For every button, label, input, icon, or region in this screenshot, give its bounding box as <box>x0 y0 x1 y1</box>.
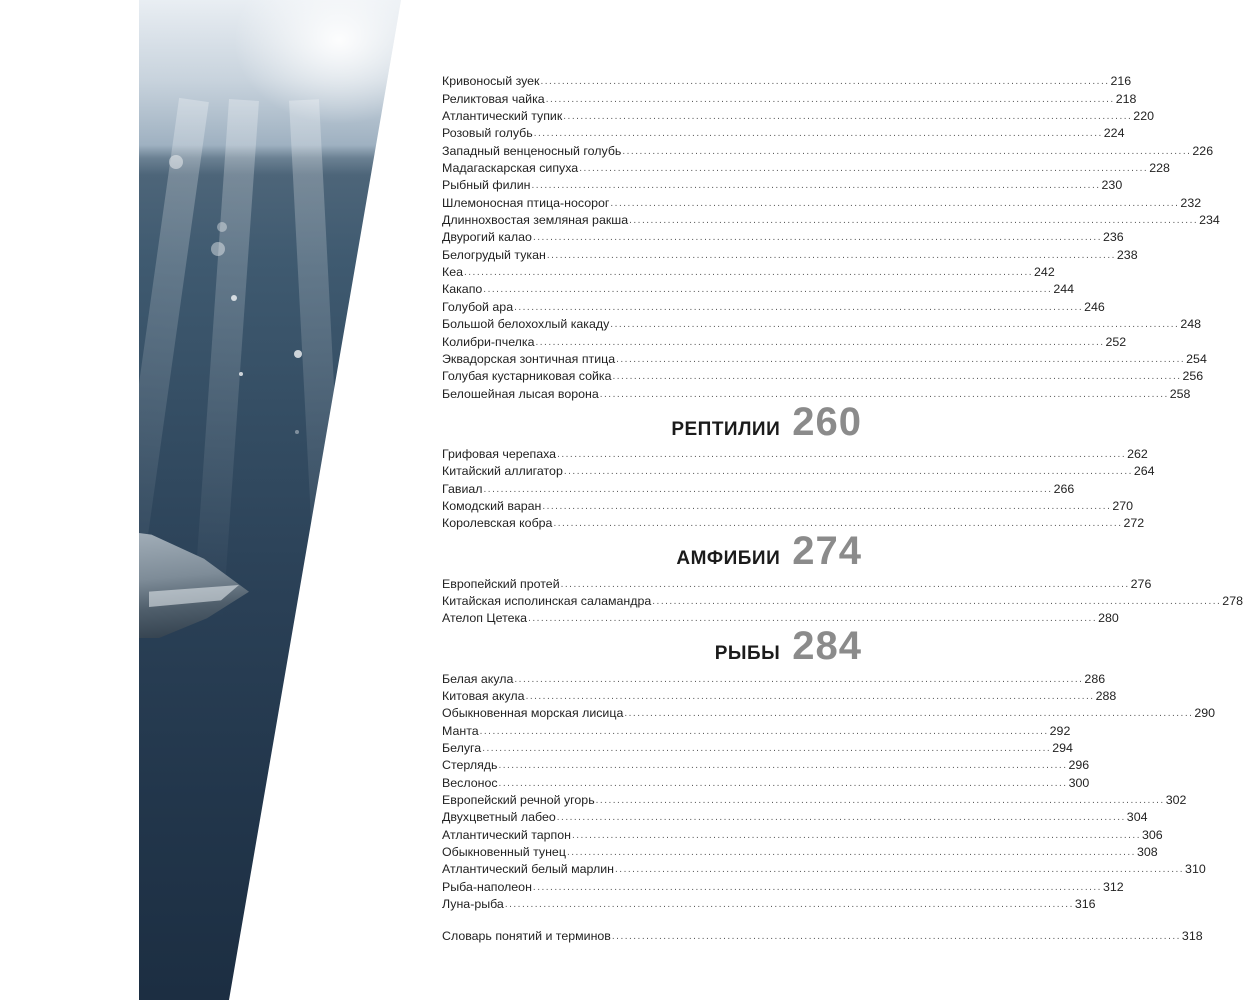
light-bubble <box>211 242 225 256</box>
toc-entry-title: Какапо <box>442 282 483 297</box>
toc-entry-title: Голубая кустарниковая сойка <box>442 369 612 384</box>
dot-leader: ..................................................................................................................................... <box>624 708 1194 720</box>
toc-entry-title: Белая акула <box>442 671 514 686</box>
toc-entry-page-number: 318 <box>1181 929 1203 944</box>
dot-leader: ..................................................................................................................................... <box>504 899 1074 911</box>
dot-leader: ..................................................................................................................................... <box>612 371 1182 383</box>
section-name: РЫБЫ <box>714 643 781 665</box>
toc-entry <box>442 384 1191 401</box>
dot-leader: ..................................................................................................................................... <box>599 388 1169 400</box>
section-page-number: 274 <box>792 529 862 574</box>
toc-entry-title: Белуга <box>442 741 482 755</box>
toc-entry-page-number: 224 <box>1103 126 1125 141</box>
shark-head <box>139 528 249 638</box>
toc-entry-page-number: 278 <box>1222 593 1243 608</box>
toc-entry <box>442 367 1204 384</box>
dot-leader: ..................................................................................................................................... <box>531 180 1101 192</box>
dot-leader: ..................................................................................................................................... <box>540 76 1110 88</box>
toc-entry-page-number: 300 <box>1068 775 1090 790</box>
dot-leader: ..................................................................................................................................... <box>528 613 1098 625</box>
toc-entry-page-number: 228 <box>1149 161 1170 176</box>
toc-entry <box>442 791 1187 808</box>
toc-entry-page-number: 236 <box>1102 230 1124 245</box>
toc-entry <box>442 756 1090 773</box>
dot-leader: ..................................................................................................................................... <box>557 448 1127 460</box>
toc-entry-page-number: 242 <box>1034 265 1055 280</box>
toc-entry <box>442 315 1202 332</box>
dot-leader: ..................................................................................................................................... <box>514 301 1084 313</box>
dot-leader: ..................................................................................................................................... <box>611 931 1181 943</box>
toc-entry-title: Кеа <box>442 265 463 280</box>
dot-leader: ..................................................................................................................................... <box>532 232 1102 244</box>
toc-entry <box>442 124 1125 141</box>
toc-entry-title: Словарь понятий и терминов <box>442 929 611 944</box>
toc-entry-page-number: 316 <box>1074 897 1096 912</box>
toc-entry <box>442 927 1203 944</box>
toc-entry <box>442 687 1117 704</box>
toc-entry-title: Королевская кобра <box>442 516 553 531</box>
section-name: РЕПТИЛИИ <box>671 418 781 440</box>
toc-entry-title: Луна-рыба <box>442 897 504 912</box>
dot-leader: ..................................................................................................................................... <box>595 795 1165 807</box>
toc-entry-page-number: 234 <box>1199 213 1220 228</box>
dot-leader: ..................................................................................................................................... <box>610 197 1180 209</box>
toc-entry-page-number: 276 <box>1130 576 1152 591</box>
spacer <box>442 912 862 927</box>
toc-entry-title: Рыба-наполеон <box>442 879 532 894</box>
toc-entry-title: Веслонос <box>442 775 498 790</box>
toc-entry <box>442 332 1127 349</box>
section-heading <box>442 626 862 669</box>
toc-entry <box>442 159 1170 176</box>
toc-entry-page-number: 248 <box>1180 317 1202 332</box>
dot-leader: ..................................................................................................................................... <box>563 466 1133 478</box>
toc-entry <box>442 574 1152 591</box>
toc-entry-page-number: 308 <box>1136 845 1158 860</box>
toc-entry-page-number: 264 <box>1133 464 1155 479</box>
dot-leader: ..................................................................................................................................... <box>498 760 1068 772</box>
toc-entry-title: Гавиал <box>442 481 483 496</box>
toc-entry-title: Китайская исполинская саламандра <box>442 593 652 608</box>
toc-entry-page-number: 292 <box>1049 723 1071 738</box>
toc-entry <box>442 704 1216 721</box>
toc-entry <box>442 877 1124 894</box>
dot-leader: ..................................................................................................................................... <box>482 743 1052 754</box>
toc-entry <box>442 808 1148 825</box>
toc-entry-title: Обыкновенная морская лисица <box>442 706 624 721</box>
light-bubble <box>217 222 227 232</box>
dot-leader: ..................................................................................................................................... <box>464 267 1034 279</box>
toc-entry-title: Двухцветный лабео <box>442 810 556 825</box>
toc-entry-page-number: 272 <box>1123 516 1145 531</box>
dot-leader: ..................................................................................................................................... <box>616 353 1186 365</box>
toc-entry <box>442 228 1124 245</box>
toc-entry-title: Мадагаскарская сипуха <box>442 161 579 176</box>
toc-entry <box>442 211 1220 228</box>
toc-entry-page-number: 290 <box>1194 706 1216 721</box>
toc-entry-page-number: 288 <box>1095 688 1117 703</box>
underwater-shark-photo <box>139 0 401 1000</box>
toc-entry-title: Рыбный филин <box>442 178 531 193</box>
toc-entry <box>442 445 1148 462</box>
toc-entry-page-number: 226 <box>1192 143 1214 158</box>
dot-leader: ..................................................................................................................................... <box>535 336 1105 348</box>
toc-entry-title: Длиннохвостая земляная ракша <box>442 213 629 228</box>
toc-entry-page-number: 312 <box>1102 879 1124 894</box>
dot-leader: ..................................................................................................................................... <box>498 777 1068 789</box>
toc-entry-title: Белошейная лысая ворона <box>442 386 599 401</box>
toc-entry-title: Комодский варан <box>442 498 542 513</box>
dot-leader: ..................................................................................................................................... <box>542 500 1112 512</box>
dot-leader: ..................................................................................................................................... <box>553 518 1123 530</box>
toc-entry <box>442 176 1123 193</box>
toc-entry-title: Манта <box>442 723 479 738</box>
light-bubble <box>294 350 302 358</box>
dot-leader: ..................................................................................................................................... <box>622 145 1192 157</box>
toc-entry <box>442 669 1106 686</box>
toc-entry-page-number: 294 <box>1052 741 1073 755</box>
toc-entry-page-number: 216 <box>1110 74 1132 89</box>
toc-entry <box>442 462 1155 479</box>
dot-leader: ..................................................................................................................................... <box>532 881 1102 893</box>
toc-entry <box>442 825 1163 842</box>
dot-leader: ..................................................................................................................................... <box>652 595 1222 607</box>
toc-entry-title: Кривоносый зуек <box>442 74 540 89</box>
toc-entry-page-number: 296 <box>1068 758 1090 773</box>
light-bubble <box>239 372 243 376</box>
toc-entry-page-number: 302 <box>1165 793 1187 808</box>
light-ray <box>193 99 259 620</box>
toc-entry-title: Атлантический тупик <box>442 109 563 124</box>
toc-entry <box>442 497 1134 514</box>
dot-leader: ..................................................................................................................................... <box>479 725 1049 737</box>
toc-entry-title: Западный венценосный голубь <box>442 143 622 158</box>
dot-leader: ..................................................................................................................................... <box>533 128 1103 140</box>
dot-leader: ..................................................................................................................................... <box>546 249 1116 261</box>
dot-leader: ..................................................................................................................................... <box>579 163 1149 175</box>
toc-entry <box>442 297 1105 314</box>
toc-entry-page-number: 286 <box>1084 671 1106 686</box>
toc-entry-title: Эквадорская зонтичная птица <box>442 351 616 366</box>
section-page-number: 260 <box>792 399 862 444</box>
light-bubble <box>231 295 237 301</box>
dot-leader: ..................................................................................................................................... <box>556 812 1126 824</box>
toc-entry <box>442 773 1090 790</box>
section-page-number: 284 <box>792 624 862 669</box>
light-bubble <box>169 155 183 169</box>
toc-entry <box>442 895 1096 912</box>
toc-entry-title: Белогрудый тукан <box>442 247 546 262</box>
toc-entry-title: Обыкновенный тунец <box>442 845 566 860</box>
toc-entry-page-number: 232 <box>1180 195 1202 210</box>
toc-entry-page-number: 238 <box>1116 247 1138 262</box>
toc-entry-page-number: 262 <box>1127 446 1148 461</box>
toc-entry <box>442 72 1132 89</box>
section-heading <box>442 531 862 574</box>
toc-entry-page-number: 270 <box>1112 498 1134 513</box>
dot-leader: ..................................................................................................................................... <box>525 690 1095 702</box>
toc-entry-page-number: 246 <box>1084 299 1105 314</box>
toc-entry-page-number: 254 <box>1186 351 1207 366</box>
toc-entry-title: Европейский протей <box>442 576 560 591</box>
toc-entry <box>442 843 1158 860</box>
toc-entry-title: Большой белохохлый какаду <box>442 317 610 332</box>
toc-entry-title: Грифовая черепаха <box>442 446 557 461</box>
toc-entry-title: Атлантический белый марлин <box>442 862 615 877</box>
toc-entry-page-number: 256 <box>1182 369 1204 384</box>
dot-leader: ..................................................................................................................................... <box>514 673 1084 685</box>
toc-entry-page-number: 306 <box>1142 827 1163 842</box>
toc-entry-page-number: 280 <box>1098 611 1119 626</box>
dot-leader: ..................................................................................................................................... <box>566 847 1136 859</box>
toc-entry-page-number: 304 <box>1126 810 1148 825</box>
toc-entry-title: Атлантический тарпон <box>442 827 571 842</box>
toc-entry-title: Голубой ара <box>442 299 514 314</box>
toc-entry <box>442 721 1071 738</box>
toc-entry-page-number: 252 <box>1105 334 1127 349</box>
dot-leader: ..................................................................................................................................... <box>615 864 1185 876</box>
toc-entry-title: Европейский речной угорь <box>442 793 595 808</box>
toc-entry-title: Розовый голубь <box>442 126 533 141</box>
toc-entry <box>442 592 1243 609</box>
toc-entry <box>442 479 1075 496</box>
toc-entry <box>442 280 1075 297</box>
section-name: АМФИБИИ <box>676 548 781 570</box>
dot-leader: ..................................................................................................................................... <box>483 284 1053 296</box>
dot-leader: ..................................................................................................................................... <box>571 829 1141 841</box>
light-ray <box>289 99 346 620</box>
toc-entry-title: Китайский аллигатор <box>442 464 563 479</box>
toc-entry-title: Китовая акула <box>442 688 525 703</box>
dot-leader: ..................................................................................................................................... <box>483 483 1053 495</box>
toc-entry-page-number: 266 <box>1053 481 1075 496</box>
toc-entry-title: Ателоп Цетека <box>442 611 528 626</box>
toc-entry <box>442 860 1206 877</box>
toc-entry-page-number: 310 <box>1185 862 1206 877</box>
dot-leader: ..................................................................................................................................... <box>629 215 1199 227</box>
toc-entry-title: Реликтовая чайка <box>442 91 545 106</box>
toc-entry <box>442 245 1138 262</box>
toc-entry <box>442 107 1154 124</box>
dot-leader: ..................................................................................................................................... <box>563 111 1133 123</box>
light-bubble <box>295 430 299 434</box>
dot-leader: ..................................................................................................................................... <box>545 93 1115 105</box>
toc-entry <box>442 141 1214 158</box>
dot-leader: ..................................................................................................................................... <box>610 319 1180 331</box>
toc-entry-page-number: 218 <box>1115 91 1137 106</box>
toc-entry-title: Двурогий калао <box>442 230 532 245</box>
toc-entry <box>442 193 1202 210</box>
toc-entry-title: Шлемоносная птица-носорог <box>442 195 610 210</box>
toc-entry-title: Колибри-пчелка <box>442 334 535 349</box>
toc-entry <box>442 89 1137 106</box>
toc-entry <box>442 739 1073 756</box>
table-of-contents <box>442 72 1243 944</box>
toc-entry <box>442 263 1055 280</box>
toc-entry-page-number: 220 <box>1133 109 1154 124</box>
toc-entry-page-number: 230 <box>1101 178 1123 193</box>
dot-leader: ..................................................................................................................................... <box>560 578 1130 590</box>
section-heading <box>442 399 862 445</box>
toc-entry <box>442 350 1207 367</box>
toc-entry-page-number: 258 <box>1169 386 1191 401</box>
toc-entry-title: Стерлядь <box>442 758 498 773</box>
toc-entry-page-number: 244 <box>1053 282 1075 297</box>
